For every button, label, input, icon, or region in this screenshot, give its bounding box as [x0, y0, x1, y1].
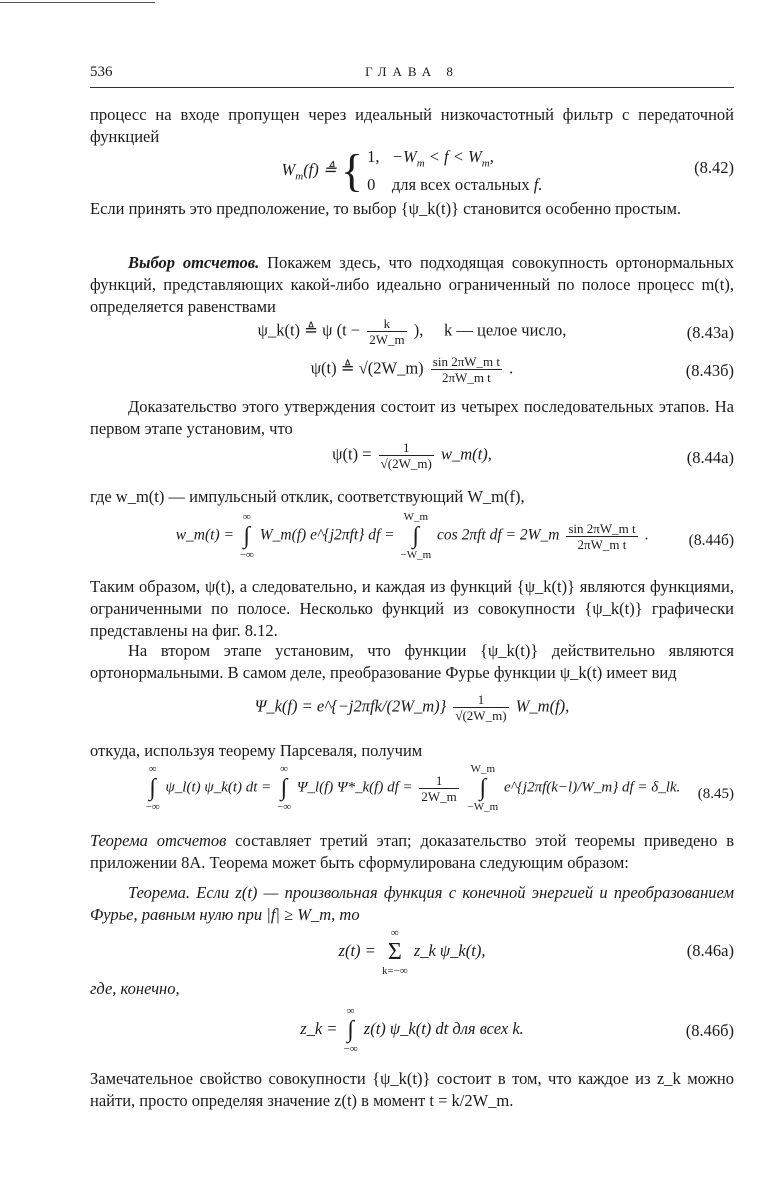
sum-sign: ∞ Σ k=−∞	[381, 927, 408, 977]
fraction: $\frac{1}{2W\_m}$	[421, 772, 457, 804]
paragraph-5: где w_m(t) — импульсный отклик, соответствующий W_m(f),	[90, 487, 525, 506]
equation-number: (8.43а)	[686, 323, 734, 342]
theorem-statement: Теорема. Если z(t) — произвольная функция с конечной энергией и преобразованием Фурье, равным нулю при |f| ≥ W_m, то	[90, 883, 734, 924]
paragraph-7: На втором этапе установим, что функции {ψ_k(t)} действительно являются ортонормальными. В самом деле, преобразование Фурье функции ψ_k(t) имеет вид	[90, 641, 734, 682]
paragraph-3-text: Покажем здесь, что подходящая совокупность ортонормальных функций, представляющих какой-либо идеально ограниченный по полосе процесс m(t), определяется равенствами	[90, 253, 735, 316]
paragraph-2: Если принять это предположение, то выбор {ψ_k(t)} становится особенно простым.	[90, 199, 682, 218]
paragraph-4: Доказательство этого утверждения состоит из четырех последовательных этапов. На первом этапе установим, что	[90, 397, 734, 438]
equation-8-42	[90, 145, 734, 197]
paragraph-11: где, конечно,	[90, 979, 180, 998]
page-number: 536	[90, 64, 113, 80]
chapter-title: ГЛАВА 8	[365, 64, 459, 79]
fraction: $\frac{1}{√(2W\_m)}$	[455, 692, 507, 723]
paragraph-3	[90, 252, 734, 318]
equation-8-44b: w_m(t) = ∞ ∫ −∞ W_m(f) e^{j2πft} df = W_m ∫ −W_m cos 2πft df = 2W_m $\frac{\text{sin 2πW\_m t}}{\text{2πW\_m t}}$ . (8.44б)	[175, 511, 734, 561]
paragraph-12: Замечательное свойство совокупности {ψ_k(t)} состоит в том, что каждое из z_k можно найти, просто определяя значение z(t) в момент t = k/2W_m.	[90, 1069, 734, 1110]
equation-8-46a: z(t) = ∞ Σ k=−∞ z_k ψ_k(t), (8.46а)	[338, 927, 734, 977]
equation-number: (8.43б)	[685, 361, 734, 380]
paragraph-8: откуда, используя теорему Парсеваля, получим	[90, 741, 423, 760]
equation-8-43b: ψ(t) ≜ √(2W_m) $\frac{\text{sin 2πW\_m t}}{\text{2πW\_m t}}$ . (8.43б)	[310, 354, 734, 385]
header-rule	[90, 87, 734, 88]
equation-number: (8.44а)	[686, 448, 734, 467]
equation-8-45: ∞ ∫ −∞ ψ_l(t) ψ_k(t) dt = ∞ ∫ −∞ Ψ_l(f) Ψ*_k(f) df = $\frac{1}{2W\_m}$ W_m ∫ −W_m e^{j2πf(k−l)/W_m} df = δ_lk. (8.45)	[145, 763, 734, 813]
paragraph-9-text: составляет третий этап; доказательство этой теоремы приведено в приложении 8А. Теорема может быть сформулирована следующим образом:	[90, 831, 734, 872]
integral-sign: W_m ∫ −W_m	[400, 511, 432, 561]
fraction: $\frac{\text{sin 2πW\_m t}}{\text{2πW\_m t}}$	[432, 354, 501, 385]
running-header	[90, 64, 734, 86]
equation-number: (8.42)	[694, 158, 734, 177]
equation-number: (8.46а)	[686, 941, 734, 960]
equation-number: (8.44б)	[688, 532, 734, 549]
integral-sign: ∞ ∫ −∞	[277, 763, 292, 813]
fraction: $\frac{k}{2W\_m}$	[369, 316, 405, 347]
fraction: $\frac{1}{√(2W\_m)}$	[380, 440, 432, 471]
theorem-name: Теорема отсчетов	[90, 831, 227, 850]
section-title: Выбор отсчетов.	[128, 253, 260, 272]
integral-sign: W_m ∫ −W_m	[467, 763, 499, 813]
paragraph-9	[90, 830, 734, 874]
brace-symbol: {	[340, 145, 363, 197]
fraction: $\frac{\text{sin 2πW\_m t}}{\text{2πW\_m t}}$	[568, 520, 636, 552]
paragraph-6: Таким образом, ψ(t), а следовательно, и каждая из функций {ψ_k(t)} являются функциями, ограниченными по полосе. Несколько функций из совокупности {ψ_k(t)} графически представлены на фиг. 8.12.	[90, 577, 734, 640]
equation-number: (8.45)	[697, 786, 734, 802]
integral-sign: ∞ ∫ −∞	[239, 511, 254, 561]
paragraph-1: процесс на входе пропущен через идеальный низкочастотный фильтр с передаточной функцией	[90, 105, 734, 146]
eq-cases: 1, $-W_m < f < W_m$, 0 для всех остальных f.	[367, 147, 543, 195]
equation-psi-k: Ψ_k(f) = e^{−j2πfk/(2W_m)} $\frac{1}{√(2W\_m)}$ W_m(f),	[254, 692, 570, 723]
equation-8-44a: ψ(t) = $\frac{1}{√(2W\_m)}$ w_m(t), (8.44а)	[332, 440, 734, 471]
equation-8-46b: z_k = ∞ ∫ −∞ z(t) ψ_k(t) dt для всех k. (8.46б)	[300, 1005, 734, 1055]
equation-number: (8.46б)	[685, 1021, 734, 1040]
integral-sign: ∞ ∫ −∞	[343, 1005, 358, 1055]
scan-edge-line	[0, 2, 155, 3]
equation-8-43a: ψ_k(t) ≜ ψ (t − $\frac{k}{2W\_m}$ ), k — целое число, (8.43а)	[257, 316, 734, 347]
integral-sign: ∞ ∫ −∞	[145, 763, 160, 813]
eq-lhs: $W_m(f)$ ≜	[281, 159, 341, 183]
